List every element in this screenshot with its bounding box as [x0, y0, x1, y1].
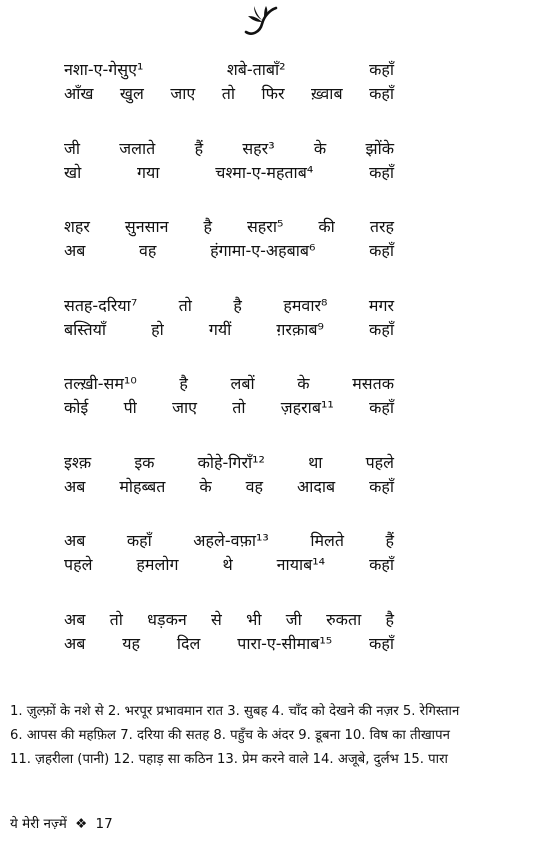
- poem-line: अब मोहब्बत के वह आदाब कहाँ: [64, 476, 394, 496]
- stanza: [64, 451, 394, 530]
- poem-line: इश्क़ इक कोहे-गिराँ¹² था पहले: [64, 452, 394, 472]
- footnote-line: 11. ज़हरीला (पानी) 12. पहाड़ सा कठिन 13. प्रेम करने वाले 14. अजूबे, दुर्लभ 15. पारा: [10, 752, 448, 767]
- page-number: 17: [95, 816, 113, 832]
- footnote-line: 6. आपस की महफ़िल 7. दरिया की सतह 8. पहुँच के अंदर 9. डूबना 10. विष का तीखापन: [10, 728, 450, 743]
- footnotes: [10, 700, 530, 772]
- poem-line: नशा-ए-गेसुए¹ शबे-ताबाँ² कहाँ: [64, 60, 394, 79]
- stanza: [64, 608, 394, 687]
- stanza: [64, 58, 394, 137]
- poem-line: अब वह हंगामा-ए-अहबाब⁶ कहाँ: [64, 241, 394, 260]
- stanza: [64, 529, 394, 608]
- book-title: ये मेरी नज़्में: [10, 816, 67, 832]
- stanza: [64, 215, 394, 294]
- stanza: [64, 137, 394, 216]
- poem-line: खो गया चश्मा-ए-महताब⁴ कहाँ: [64, 162, 394, 182]
- poem: [64, 58, 394, 686]
- poem-line: आँख खुल जाए तो फिर ख़्वाब कहाँ: [64, 84, 394, 103]
- poem-line: शहर सुनसान है सहरा⁵ की तरह: [64, 217, 394, 236]
- poem-line: पहले हमलोग थे नायाब¹⁴ कहाँ: [64, 555, 394, 574]
- separator-icon: ❖: [75, 816, 88, 832]
- poem-line: कोई पी जाए तो ज़हराब¹¹ कहाँ: [64, 398, 394, 417]
- poem-line: अब तो धड़कन से भी जी रुकता है: [64, 609, 394, 629]
- poem-line: बस्तियाँ हो गयीं ग़रक़ाब⁹ कहाँ: [64, 319, 394, 339]
- poem-line: अब कहाँ अहले-वफ़ा¹³ मिलते हैं: [64, 531, 394, 550]
- leaf-ornament-icon: [240, 2, 280, 38]
- stanza: [64, 372, 394, 451]
- poem-line: जी जलाते हैं सहर³ के झोंके: [64, 138, 394, 158]
- footnote-line: 1. ज़ुल्फ़ों के नशे से 2. भरपूर प्रभावमान रात 3. सुबह 4. चाँद को देखने की नज़र 5. रेगिस्तान: [10, 704, 460, 719]
- page-footer: [10, 814, 117, 832]
- poem-line: तल्ख़ी-सम¹⁰ है लबों के मसतक: [64, 374, 394, 393]
- poem-line: अब यह दिल पारा-ए-सीमाब¹⁵ कहाँ: [64, 633, 394, 653]
- poem-line: सतह-दरिया⁷ तो है हमवार⁸ मगर: [64, 295, 394, 315]
- stanza: [64, 294, 394, 373]
